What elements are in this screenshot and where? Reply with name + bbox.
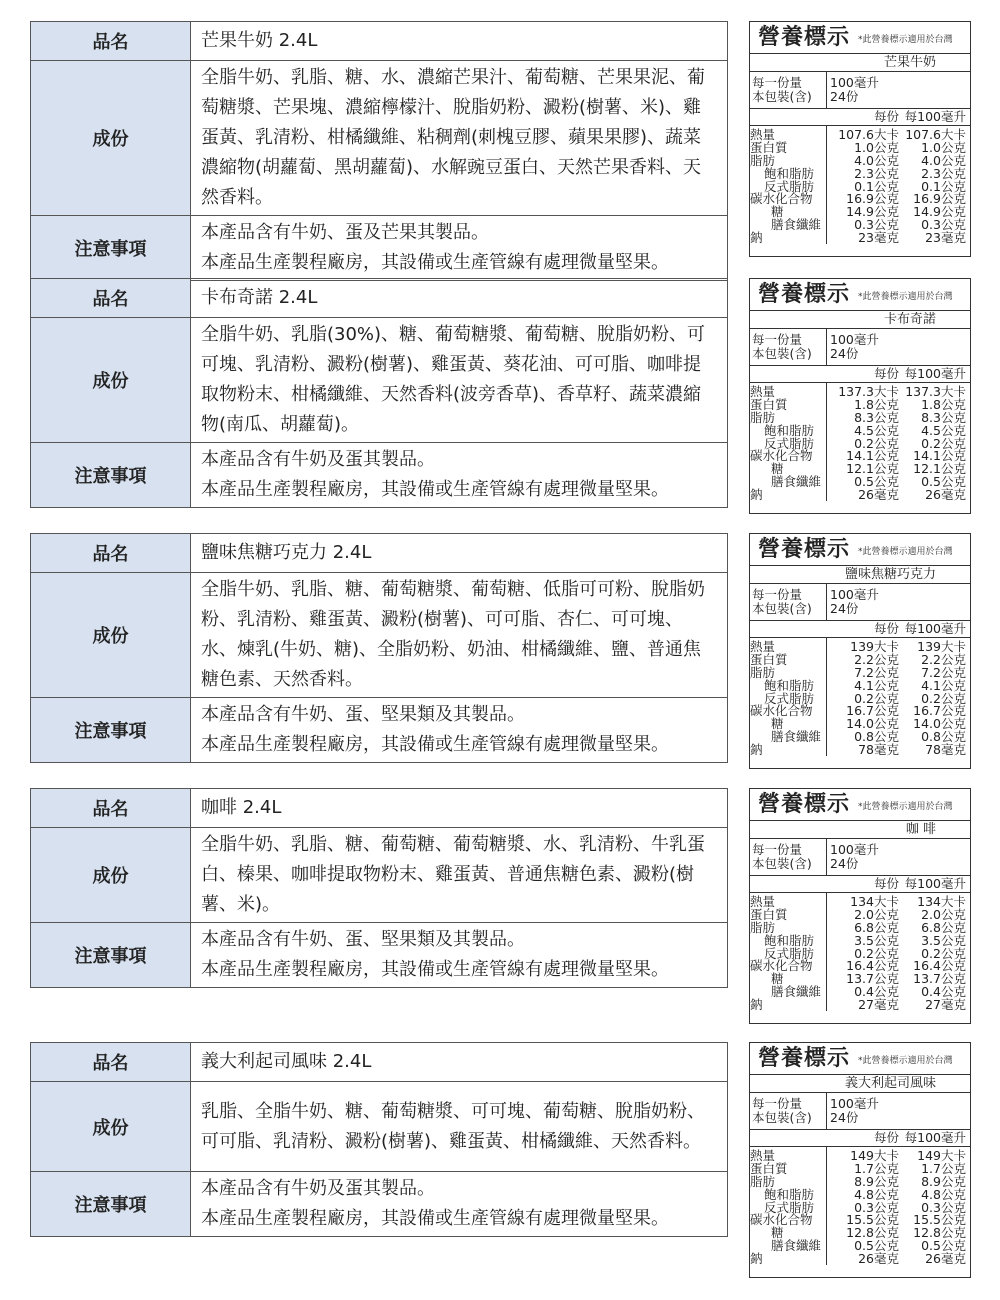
nutrient-name: 鈉	[750, 1251, 763, 1267]
per-serving-value: 14.0公克	[846, 716, 899, 732]
per-100-value: 0.3公克	[921, 217, 966, 233]
nutrient-name: 熱量	[750, 639, 776, 654]
nutrient-name: 飽和脂肪	[764, 677, 815, 693]
per-serving-value: 7.2公克	[854, 664, 899, 680]
nutrient-name: 膳食纖維	[771, 1238, 822, 1254]
per-100-value: 14.0公克	[913, 716, 966, 732]
name-label: 品名	[31, 1043, 191, 1082]
serving-size-label: 每一份量	[752, 1096, 803, 1111]
nutrient-name: 蛋白質	[750, 651, 788, 667]
allergen-notice: 本產品含有牛奶及蛋其製品。	[201, 1178, 435, 1199]
per-serving-header: 每份	[873, 1130, 899, 1145]
serving-size-label: 每一份量	[752, 332, 803, 347]
per-serving-value: 1.8公克	[854, 396, 899, 412]
per-serving-value: 134大卡	[850, 894, 899, 909]
per-100-value: 107.6大卡	[905, 127, 966, 142]
product-name: 義大利起司風味 2.4L	[191, 1043, 728, 1082]
servings-label: 本包裝(含)	[752, 1109, 812, 1125]
nutrient-name: 飽和脂肪	[764, 1186, 815, 1202]
nutrient-name: 脂肪	[750, 409, 776, 425]
per-100-value: 16.9公克	[913, 191, 966, 207]
nutrition-header	[750, 279, 970, 311]
nutrient-name: 糖	[771, 204, 784, 220]
per-serving-value: 0.8公克	[854, 729, 899, 745]
nutrient-name: 脂肪	[750, 919, 776, 935]
per-100-value: 8.9公克	[921, 1173, 966, 1189]
ingredients-text: 全脂牛奶、乳脂、糖、葡萄糖、葡萄糖漿、水、乳清粉、牛乳蛋白、榛果、咖啡提取物粉末、雞蛋黃、普通焦糖色素、澱粉(樹薯、米)。	[191, 828, 728, 923]
per-100-value: 0.8公克	[921, 729, 966, 745]
per-100-value: 7.2公克	[921, 664, 966, 680]
nutrient-name: 膳食纖維	[771, 474, 822, 490]
nutrient-name: 熱量	[750, 1148, 776, 1163]
per-serving-value: 0.2公克	[854, 435, 899, 451]
nutrition-note: *此營養標示適用於台灣	[858, 1056, 953, 1066]
per-serving-values	[827, 383, 901, 501]
per-100-value: 6.8公克	[921, 919, 966, 935]
per-100-value: 12.8公克	[913, 1225, 966, 1241]
per-serving-value: 4.0公克	[854, 152, 899, 168]
per-serving-value: 14.1公克	[846, 448, 899, 464]
serving-size-value: 100毫升	[830, 1096, 879, 1111]
nutrition-column-header	[750, 109, 970, 126]
nutrition-header	[750, 534, 970, 566]
nutrient-name: 熱量	[750, 894, 776, 909]
per-100-value: 16.4公克	[913, 958, 966, 974]
ingredients-label: 成份	[31, 1082, 191, 1172]
nutrient-names	[750, 1147, 827, 1265]
nutrition-label	[749, 1042, 971, 1278]
nutrition-product-name: 咖 啡	[750, 821, 970, 839]
per-100-value: 0.5公克	[921, 474, 966, 490]
per-serving-value: 1.0公克	[854, 139, 899, 155]
per-100-value: 1.7公克	[921, 1160, 966, 1176]
allergen-notice: 本產品含有牛奶、蛋及芒果其製品。	[201, 222, 489, 243]
nutrition-column-header	[750, 1130, 970, 1147]
nutrient-names	[750, 383, 827, 501]
per-serving-value: 78毫克	[858, 742, 899, 758]
per-serving-value: 149大卡	[850, 1148, 899, 1163]
nutrient-name: 碳水化合物	[750, 191, 813, 207]
per-serving-value: 26毫克	[858, 487, 899, 503]
per-serving-value: 4.8公克	[854, 1186, 899, 1202]
per-100-value: 0.4公克	[921, 984, 966, 1000]
nutrient-name: 反式脂肪	[764, 178, 815, 194]
per-serving-header: 每份	[873, 621, 899, 636]
nutrient-name: 熱量	[750, 384, 776, 399]
name-label: 品名	[31, 534, 191, 573]
nutrition-column-header	[750, 366, 970, 383]
per-serving-header: 每份	[873, 109, 899, 124]
per-serving-value: 3.5公克	[854, 932, 899, 948]
per-serving-value: 4.5公克	[854, 422, 899, 438]
nutrient-name: 糖	[771, 971, 784, 987]
nutrition-title: 營養標示	[758, 792, 851, 817]
product-name: 鹽味焦糖巧克力 2.4L	[191, 534, 728, 573]
nutrient-names	[750, 893, 827, 1011]
nutrient-name: 反式脂肪	[764, 1199, 815, 1215]
per-100-value: 4.0公克	[921, 152, 966, 168]
per-serving-value: 0.2公克	[854, 945, 899, 961]
serving-info	[750, 329, 970, 366]
nutrition-rows	[750, 1147, 970, 1265]
per-100-value: 0.2公克	[921, 945, 966, 961]
per-100-values	[901, 638, 970, 756]
per-100-value: 4.8公克	[921, 1186, 966, 1202]
serving-info	[750, 72, 970, 109]
product-name: 卡布奇諾 2.4L	[191, 279, 728, 318]
ingredients-text: 全脂牛奶、乳脂、糖、水、濃縮芒果汁、葡萄糖、芒果果泥、葡萄糖漿、芒果塊、濃縮檸檬汁、脫脂奶粉、澱粉(樹薯、米)、雞蛋黃、乳清粉、柑橘纖維、粘稠劑(刺槐豆膠、蘋果果膠)、蔬菜濃縮物(胡蘿蔔、黑胡蘿蔔)、水解豌豆蛋白、天然芒果香料、天然香料。	[191, 61, 728, 216]
allergen-notice: 本產品含有牛奶、蛋、堅果類及其製品。	[201, 929, 525, 950]
per-serving-values	[827, 1147, 901, 1265]
per-100-value: 0.3公克	[921, 1199, 966, 1215]
per-serving-value: 137.3大卡	[838, 384, 899, 399]
serving-info	[750, 1093, 970, 1130]
per-serving-value: 2.2公克	[854, 651, 899, 667]
serving-size-value: 100毫升	[830, 842, 879, 857]
per-100-value: 0.2公克	[921, 435, 966, 451]
per-serving-values	[827, 893, 901, 1011]
nutrition-label	[749, 788, 971, 1024]
nutrient-name: 蛋白質	[750, 1160, 788, 1176]
product-section	[0, 257, 1000, 503]
per-serving-value: 15.5公克	[846, 1212, 899, 1228]
per-100-header: 每100毫升	[904, 109, 966, 124]
nutrition-product-name: 卡布奇諾	[750, 311, 970, 329]
serving-info	[750, 839, 970, 876]
per-serving-value: 6.8公克	[854, 919, 899, 935]
nutrient-name: 反式脂肪	[764, 945, 815, 961]
per-serving-value: 12.1公克	[846, 461, 899, 477]
per-100-value: 0.2公克	[921, 690, 966, 706]
notice-label: 注意事項	[31, 443, 191, 508]
product-info-table	[30, 788, 728, 988]
notice-label: 注意事項	[31, 698, 191, 763]
per-serving-value: 12.8公克	[846, 1225, 899, 1241]
per-serving-value: 16.9公克	[846, 191, 899, 207]
servings-label: 本包裝(含)	[752, 88, 812, 104]
ingredients-label: 成份	[31, 573, 191, 698]
per-serving-value: 0.1公克	[854, 178, 899, 194]
per-100-value: 27毫克	[925, 997, 966, 1013]
nutrition-title: 營養標示	[758, 537, 851, 562]
per-serving-value: 139大卡	[850, 639, 899, 654]
per-serving-value: 107.6大卡	[838, 127, 899, 142]
nutrient-name: 碳水化合物	[750, 1212, 813, 1228]
nutrient-name: 鈉	[750, 742, 763, 758]
nutrition-product-name: 義大利起司風味	[750, 1075, 970, 1093]
nutrition-header	[750, 22, 970, 54]
nutrition-column-header	[750, 621, 970, 638]
nutrition-label	[749, 533, 971, 769]
nutrient-name: 蛋白質	[750, 396, 788, 412]
servings-value: 24份	[830, 345, 859, 361]
per-serving-values	[827, 126, 901, 244]
per-serving-value: 0.4公克	[854, 984, 899, 1000]
per-100-header: 每100毫升	[904, 1130, 966, 1145]
nutrition-title: 營養標示	[758, 1046, 851, 1071]
per-serving-value: 4.1公克	[854, 677, 899, 693]
servings-value: 24份	[830, 88, 859, 104]
per-serving-value: 0.3公克	[854, 1199, 899, 1215]
serving-size-value: 100毫升	[830, 332, 879, 347]
product-section	[0, 0, 1000, 273]
nutrition-title: 營養標示	[758, 25, 851, 50]
nutrient-name: 膳食纖維	[771, 984, 822, 1000]
per-serving-header: 每份	[873, 876, 899, 891]
per-serving-value: 1.7公克	[854, 1160, 899, 1176]
nutrient-name: 飽和脂肪	[764, 165, 815, 181]
servings-value: 24份	[830, 600, 859, 616]
nutrient-name: 糖	[771, 1225, 784, 1241]
product-section	[0, 1021, 1000, 1267]
facility-notice: 本產品生產製程廠房，其設備或生產管線有處理微量堅果。	[201, 1208, 669, 1229]
per-serving-value: 16.7公克	[846, 703, 899, 719]
nutrient-name: 反式脂肪	[764, 690, 815, 706]
product-name: 芒果牛奶 2.4L	[191, 22, 728, 61]
product-info-table	[30, 21, 728, 281]
nutrient-name: 反式脂肪	[764, 435, 815, 451]
per-100-value: 23毫克	[925, 230, 966, 246]
nutrient-name: 脂肪	[750, 152, 776, 168]
ingredients-label: 成份	[31, 318, 191, 443]
allergen-notice: 本產品含有牛奶及蛋其製品。	[201, 449, 435, 470]
nutrient-name: 蛋白質	[750, 906, 788, 922]
product-info-table	[30, 278, 728, 508]
facility-notice: 本產品生產製程廠房，其設備或生產管線有處理微量堅果。	[201, 734, 669, 755]
servings-label: 本包裝(含)	[752, 600, 812, 616]
notice-text	[191, 923, 728, 988]
per-100-value: 0.1公克	[921, 178, 966, 194]
per-100-value: 78毫克	[925, 742, 966, 758]
per-serving-value: 0.5公克	[854, 1238, 899, 1254]
product-info-table	[30, 533, 728, 763]
ingredients-text: 全脂牛奶、乳脂(30%)、糖、葡萄糖漿、葡萄糖、脫脂奶粉、可可塊、乳清粉、澱粉(樹薯)、雞蛋黃、葵花油、可可脂、咖啡提取物粉末、柑橘纖維、天然香料(波旁香草)、香草籽、蔬菜濃縮物(南瓜、胡蘿蔔)。	[191, 318, 728, 443]
per-serving-header: 每份	[873, 366, 899, 381]
nutrient-name: 鈉	[750, 997, 763, 1013]
nutrition-label	[749, 278, 971, 514]
servings-label: 本包裝(含)	[752, 855, 812, 871]
per-100-header: 每100毫升	[904, 876, 966, 891]
per-100-value: 134大卡	[917, 894, 966, 909]
per-serving-value: 8.9公克	[854, 1173, 899, 1189]
nutrition-note: *此營養標示適用於台灣	[858, 35, 953, 45]
nutrient-name: 脂肪	[750, 1173, 776, 1189]
per-100-value: 2.0公克	[921, 906, 966, 922]
per-100-value: 4.1公克	[921, 677, 966, 693]
nutrient-name: 碳水化合物	[750, 703, 813, 719]
nutrient-name: 飽和脂肪	[764, 932, 815, 948]
per-100-value: 0.5公克	[921, 1238, 966, 1254]
nutrition-note: *此營養標示適用於台灣	[858, 547, 953, 557]
nutrition-product-name: 芒果牛奶	[750, 54, 970, 72]
servings-label: 本包裝(含)	[752, 345, 812, 361]
per-100-value: 149大卡	[917, 1148, 966, 1163]
allergen-notice: 本產品含有牛奶、蛋、堅果類及其製品。	[201, 704, 525, 725]
product-section	[0, 512, 1000, 758]
facility-notice: 本產品生產製程廠房，其設備或生產管線有處理微量堅果。	[201, 252, 669, 273]
name-label: 品名	[31, 789, 191, 828]
nutrition-note: *此營養標示適用於台灣	[858, 802, 953, 812]
nutrient-name: 碳水化合物	[750, 448, 813, 464]
per-serving-value: 16.4公克	[846, 958, 899, 974]
per-100-value: 3.5公克	[921, 932, 966, 948]
per-serving-value: 2.0公克	[854, 906, 899, 922]
per-serving-value: 8.3公克	[854, 409, 899, 425]
per-serving-value: 0.2公克	[854, 690, 899, 706]
per-serving-value: 27毫克	[858, 997, 899, 1013]
serving-size-label: 每一份量	[752, 75, 803, 90]
nutrition-label	[749, 21, 971, 257]
nutrition-title: 營養標示	[758, 282, 851, 307]
per-100-value: 14.1公克	[913, 448, 966, 464]
name-label: 品名	[31, 22, 191, 61]
ingredients-text: 全脂牛奶、乳脂、糖、葡萄糖漿、葡萄糖、低脂可可粉、脫脂奶粉、乳清粉、雞蛋黃、澱粉(樹薯)、可可脂、杏仁、可可塊、水、煉乳(牛奶、糖)、全脂奶粉、奶油、柑橘纖維、鹽、普通焦糖色素、天然香料。	[191, 573, 728, 698]
product-info-table	[30, 1042, 728, 1237]
per-serving-value: 14.9公克	[846, 204, 899, 220]
serving-size-label: 每一份量	[752, 842, 803, 857]
serving-size-value: 100毫升	[830, 587, 879, 602]
nutrition-rows	[750, 383, 970, 501]
per-100-value: 15.5公克	[913, 1212, 966, 1228]
serving-size-label: 每一份量	[752, 587, 803, 602]
per-serving-values	[827, 638, 901, 756]
nutrition-note: *此營養標示適用於台灣	[858, 292, 953, 302]
nutrient-name: 鈉	[750, 487, 763, 503]
product-section	[0, 767, 1000, 1013]
per-100-value: 1.8公克	[921, 396, 966, 412]
per-100-values	[901, 383, 970, 501]
per-100-values	[901, 126, 970, 244]
per-100-value: 2.2公克	[921, 651, 966, 667]
nutrient-name: 蛋白質	[750, 139, 788, 155]
facility-notice: 本產品生產製程廠房，其設備或生產管線有處理微量堅果。	[201, 959, 669, 980]
notice-label: 注意事項	[31, 216, 191, 281]
nutrition-product-name: 鹽味焦糖巧克力	[750, 566, 970, 584]
per-100-value: 26毫克	[925, 487, 966, 503]
nutrition-header	[750, 1043, 970, 1075]
per-serving-value: 0.5公克	[854, 474, 899, 490]
nutrient-name: 膳食纖維	[771, 729, 822, 745]
servings-value: 24份	[830, 1109, 859, 1125]
per-serving-value: 23毫克	[858, 230, 899, 246]
per-100-value: 137.3大卡	[905, 384, 966, 399]
per-100-value: 4.5公克	[921, 422, 966, 438]
notice-text	[191, 1172, 728, 1237]
notice-text	[191, 443, 728, 508]
nutrient-name: 飽和脂肪	[764, 422, 815, 438]
notice-label: 注意事項	[31, 923, 191, 988]
serving-size-value: 100毫升	[830, 75, 879, 90]
per-100-value: 26毫克	[925, 1251, 966, 1267]
per-100-value: 14.9公克	[913, 204, 966, 220]
per-100-value: 139大卡	[917, 639, 966, 654]
nutrient-names	[750, 638, 827, 756]
nutrient-name: 脂肪	[750, 664, 776, 680]
nutrition-rows	[750, 893, 970, 1011]
name-label: 品名	[31, 279, 191, 318]
nutrient-name: 熱量	[750, 127, 776, 142]
per-serving-value: 0.3公克	[854, 217, 899, 233]
nutrient-name: 糖	[771, 716, 784, 732]
facility-notice: 本產品生產製程廠房，其設備或生產管線有處理微量堅果。	[201, 479, 669, 500]
ingredients-label: 成份	[31, 828, 191, 923]
per-100-value: 12.1公克	[913, 461, 966, 477]
notice-text	[191, 698, 728, 763]
notice-label: 注意事項	[31, 1172, 191, 1237]
per-100-value: 1.0公克	[921, 139, 966, 155]
nutrition-rows	[750, 638, 970, 756]
nutrient-name: 膳食纖維	[771, 217, 822, 233]
per-100-value: 13.7公克	[913, 971, 966, 987]
per-100-values	[901, 893, 970, 1011]
per-serving-value: 26毫克	[858, 1251, 899, 1267]
per-100-header: 每100毫升	[904, 621, 966, 636]
servings-value: 24份	[830, 855, 859, 871]
nutrition-header	[750, 789, 970, 821]
ingredients-label: 成份	[31, 61, 191, 216]
per-100-value: 8.3公克	[921, 409, 966, 425]
nutrient-names	[750, 126, 827, 244]
ingredients-text: 乳脂、全脂牛奶、糖、葡萄糖漿、可可塊、葡萄糖、脫脂奶粉、可可脂、乳清粉、澱粉(樹薯)、雞蛋黃、柑橘纖維、天然香料。	[191, 1082, 728, 1172]
per-serving-value: 2.3公克	[854, 165, 899, 181]
nutrient-name: 糖	[771, 461, 784, 477]
nutrition-column-header	[750, 876, 970, 893]
per-serving-value: 13.7公克	[846, 971, 899, 987]
product-name: 咖啡 2.4L	[191, 789, 728, 828]
per-100-value: 2.3公克	[921, 165, 966, 181]
nutrition-rows	[750, 126, 970, 244]
nutrient-name: 碳水化合物	[750, 958, 813, 974]
per-100-values	[901, 1147, 970, 1265]
per-100-value: 16.7公克	[913, 703, 966, 719]
serving-info	[750, 584, 970, 621]
per-100-header: 每100毫升	[904, 366, 966, 381]
nutrient-name: 鈉	[750, 230, 763, 246]
